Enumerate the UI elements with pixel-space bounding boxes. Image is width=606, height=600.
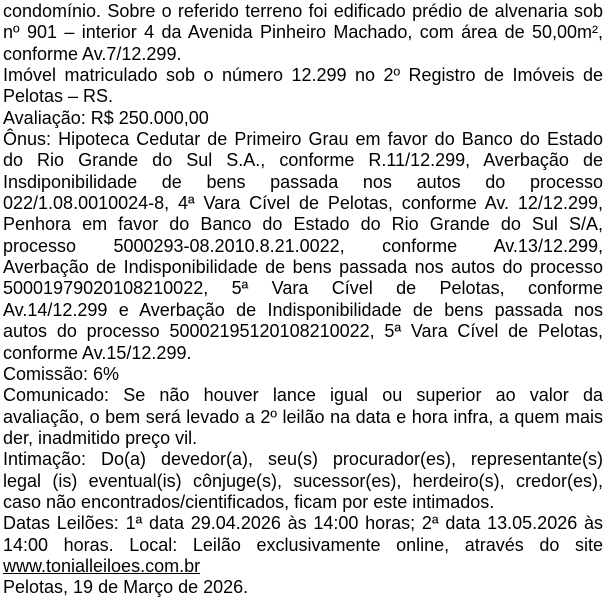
text-line: Averbação de Indisponibilidade de bens passada nos autos do processo bbox=[3, 257, 603, 278]
text-line: conforme Av.15/12.299. bbox=[3, 342, 192, 363]
text-line: Insdiponibilidade de bens passada nos autos do processo bbox=[3, 171, 603, 192]
text-line: avaliação, o bem será levado a 2º leilão na data e hora infra, a quem mais bbox=[3, 406, 603, 427]
text-line: legal (is) eventual(is) cônjuge(s), sucessor(es), herdeiro(s), credor(es), bbox=[3, 470, 603, 491]
text-line: 022/1.08.0010024-8, 4ª Vara Cível de Pelotas, conforme Av. 12/12.299, bbox=[3, 193, 603, 214]
text-line: nº 901 – interior 4 da Avenida Pinheiro Machado, com área de 50,00m², bbox=[3, 22, 603, 43]
text-line: Av.14/12.299 e Averbação de Indisponibilidade de bens passada nos bbox=[3, 299, 603, 320]
commission-line: Comissão: 6% bbox=[3, 363, 120, 384]
text-line: der, inadmitido preço vil. bbox=[3, 427, 198, 448]
text-line: Comunicado: Se não houver lance igual ou superior ao valor da bbox=[3, 385, 603, 406]
text-line: do Rio Grande do Sul S.A., conforme R.11/12.299, Averbação de bbox=[3, 150, 603, 171]
text-line: caso não encontrados/cientificados, ficam por este intimados. bbox=[3, 491, 495, 512]
text-line: Pelotas – RS. bbox=[3, 86, 114, 107]
text-line: processo 5000293-08.2010.8.21.0022, conforme Av.13/12.299, bbox=[3, 235, 603, 256]
text-line: 50001979020108210022, 5ª Vara Cível de Pelotas, conforme bbox=[3, 278, 603, 299]
text-line: conforme Av.7/12.299. bbox=[3, 43, 182, 64]
text-line: condomínio. Sobre o referido terreno foi edificado prédio de alvenaria sob bbox=[3, 1, 603, 21]
auction-dates-line: Datas Leilões: 1ª data 29.04.2026 às 14:00 horas; 2ª data 13.05.2026 às bbox=[3, 513, 603, 534]
auction-notice-text bbox=[3, 1, 603, 599]
text-line: Penhora em favor do Banco do Estado do Rio Grande do Sul S/A, bbox=[3, 214, 603, 235]
text-line: 14:00 horas. Local: Leilão exclusivamente online, através do site bbox=[3, 534, 603, 555]
website-link[interactable]: www.tonialleiloes.com.br bbox=[3, 555, 201, 576]
text-line: Intimação: Do(a) devedor(a), seu(s) procurador(es), representante(s) bbox=[3, 449, 603, 470]
valuation-line: Avaliação: R$ 250.000,00 bbox=[3, 107, 209, 128]
text-line: Ônus: Hipoteca Cedutar de Primeiro Grau em favor do Banco do Estado bbox=[3, 129, 603, 150]
text-line: autos do processo 50002195120108210022, 5ª Vara Cível de Pelotas, bbox=[3, 321, 603, 342]
text-line: Imóvel matriculado sob o número 12.299 no 2º Registro de Imóveis de bbox=[3, 65, 603, 86]
document-date-line: Pelotas, 19 de Março de 2026. bbox=[3, 577, 249, 598]
